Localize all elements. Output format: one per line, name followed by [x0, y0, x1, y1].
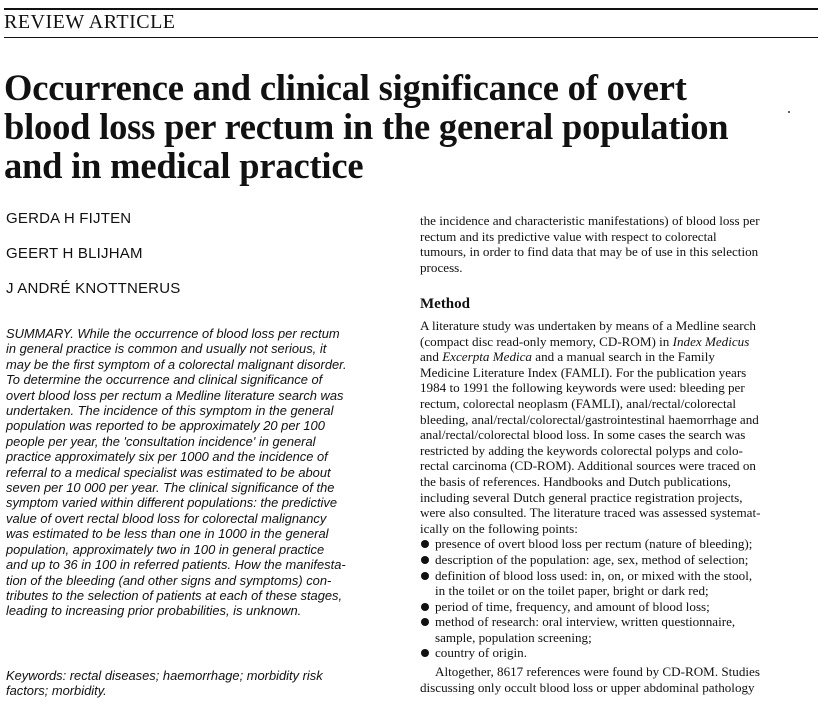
method-paragraph — [420, 318, 816, 695]
summary-line: SUMMARY. While the occurrence of blood loss per rectum — [6, 326, 340, 341]
body-line: were also consulted. The literature traced was assessed systemat- — [420, 505, 761, 521]
summary-line: was estimated to be less than one in 1000 in the general — [6, 526, 329, 542]
summary-line: undertaken. The incidence of this symptom in the general — [6, 403, 334, 419]
summary-line: in general practice is common and usually not serious, it — [6, 341, 327, 357]
bullet-icon — [421, 572, 429, 580]
summary-line: population was reported to be approximately 20 per 100 — [6, 418, 325, 434]
body-line: process. — [420, 259, 463, 275]
summary-line: people per year, the 'consultation incidence' in general — [6, 433, 316, 449]
summary-line: referral to a medical specialist was estimated to be about — [6, 464, 331, 480]
body-line: rectum and its predictive value with respect to colorectal — [420, 228, 717, 244]
article-title — [4, 68, 804, 185]
body-line: Altogether, 8617 references were found by CD-ROM. Studies — [435, 664, 760, 680]
bullet-continuation: in the toilet or on the toilet paper, bright or dark red; — [435, 583, 709, 599]
body-line: (compact disc read-only memory, CD-ROM) in Index Medicus — [420, 333, 750, 349]
bullet-icon — [421, 603, 429, 611]
bullet-item: period of time, frequency, and amount of blood loss; — [420, 599, 816, 615]
author-name: GEERT H BLIJHAM — [6, 245, 143, 262]
summary-line: leading to increasing prior probabilities, is unknown. — [6, 603, 302, 619]
author-name: J ANDRÉ KNOTTNERUS — [6, 280, 181, 297]
body-line: 1984 to 1991 the following keywords were used: bleeding per — [420, 380, 745, 396]
summary-line: value of overt rectal blood loss for colorectal malignancy — [6, 510, 327, 526]
summary-line: tributes to the selection of patients at each of these stages, — [6, 587, 343, 603]
title-line: and in medical practice — [4, 145, 364, 186]
bullet-icon — [421, 649, 429, 657]
author-name: GERDA H FIJTEN — [6, 210, 132, 227]
body-line: discussing only occult blood loss or upper abdominal pathology — [420, 679, 755, 695]
bullet-icon — [421, 618, 429, 626]
bullet-item: method of research: oral interview, written questionnaire, — [420, 614, 816, 630]
summary-abstract — [6, 326, 398, 619]
section-heading-method: Method — [420, 296, 470, 312]
summary-line: and up to 36 in 100 in referred patients. How the manifesta- — [6, 557, 346, 573]
body-line: the incidence and characteristic manifestations) of blood loss per — [420, 213, 760, 228]
bullet-item: presence of overt blood loss per rectum (nature of bleeding); — [420, 536, 816, 552]
bullet-icon — [421, 556, 429, 564]
keywords — [6, 668, 398, 699]
body-line: rectal carcinoma (CD-ROM). Additional sources were traced on — [420, 458, 756, 474]
body-line: the basis of references. Handbooks and Dutch publications, — [420, 473, 731, 489]
top-rule — [4, 8, 818, 10]
speck-mark — [788, 111, 790, 113]
journal-name: Excerpta Medica — [442, 349, 532, 365]
summary-line: tion of the bleeding (and other signs and symptoms) con- — [6, 572, 332, 588]
summary-line: may be the first symptom of a colorectal malignant disorder. — [6, 356, 347, 372]
bullet-item: description of the population: age, sex, method of selection; — [420, 552, 816, 568]
section-label: REVIEW ARTICLE — [4, 11, 176, 33]
body-line: A literature study was undertaken by means of a Medline search — [420, 318, 756, 333]
body-line: ically on the following points: — [420, 520, 578, 536]
summary-line: overt blood loss per rectum a Medline literature search was — [6, 387, 344, 403]
summary-line: population, approximately two in 100 in general practice — [6, 541, 325, 557]
body-line: rectum, colorectal neoplasm (FAMLI), anal/rectal/colorectal — [420, 395, 737, 411]
body-line: Medicine Literature Index (FAMLI). For the publication years — [420, 364, 747, 380]
body-line: tumours, in order to find data that may be of use in this selection — [420, 244, 759, 260]
summary-line: To determine the occurrence and clinical significance of — [6, 372, 323, 388]
header-rule — [4, 37, 818, 38]
body-line: anal/rectal/colorectal blood loss. In some cases the search was — [420, 427, 746, 443]
body-line: restricted by adding the keywords colorectal polyps and colo- — [420, 442, 743, 458]
bullet-item: definition of blood loss used: in, on, or mixed with the stool, — [420, 568, 816, 584]
title-line: blood loss per rectum in the general population — [4, 106, 729, 147]
body-line: bleeding, anal/rectal/colorectal/gastrointestinal haemorrhage and — [420, 411, 759, 427]
title-line: Occurrence and clinical significance of overt — [4, 67, 687, 108]
keywords-line: factors; morbidity. — [6, 683, 107, 699]
summary-line: seven per 10 000 per year. The clinical significance of the — [6, 480, 335, 496]
bullet-continuation: sample, population screening; — [435, 629, 592, 645]
bullet-icon — [421, 540, 429, 548]
body-line: including several Dutch general practice registration projects, — [420, 489, 743, 505]
journal-name: Index Medicus — [672, 333, 750, 349]
keywords-line: Keywords: rectal diseases; haemorrhage; morbidity risk — [6, 668, 323, 683]
bullet-item: country of origin. — [420, 645, 816, 661]
intro-paragraph — [420, 213, 816, 275]
body-line: and Excerpta Medica and a manual search in the Family — [420, 349, 715, 365]
summary-line: symptom varied within different populations: the predictive — [6, 495, 338, 511]
summary-line: practice approximately six per 1000 and the incidence of — [6, 449, 328, 465]
